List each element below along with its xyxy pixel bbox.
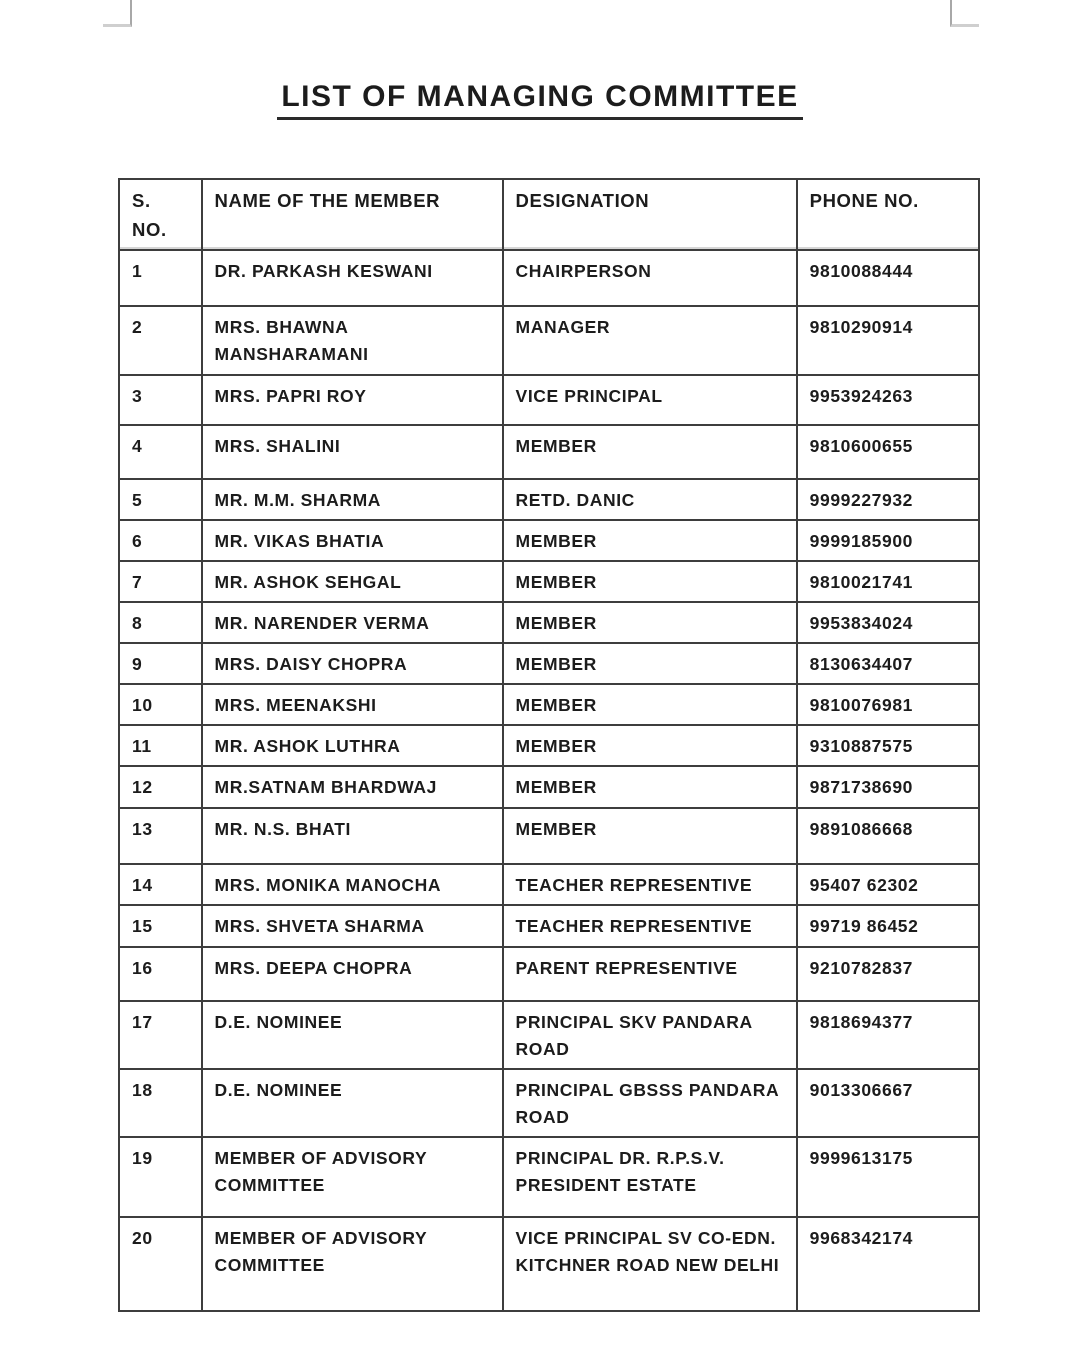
cell-sno: 4 [119,425,202,479]
cell-name: MR. VIKAS BHATIA [202,520,503,561]
cell-sno: 5 [119,479,202,520]
table-row [119,725,979,766]
cell-designation: MEMBER [503,808,797,864]
cell-name: MR.SATNAM BHARDWAJ [202,766,503,807]
header-row [119,179,979,250]
table-row [119,520,979,561]
cell-designation: MEMBER [503,766,797,807]
table-row [119,864,979,905]
header-phone: PHONE NO. [797,179,979,250]
cell-name: D.E. NOMINEE [202,1069,503,1137]
cell-phone: 95407 62302 [797,864,979,905]
cell-designation: MEMBER [503,425,797,479]
cell-phone: 9999185900 [797,520,979,561]
table-row [119,905,979,947]
cell-designation: MEMBER [503,643,797,684]
cell-designation: VICE PRINCIPAL SV CO-EDN. KITCHNER ROAD NEW DELHI [503,1217,797,1311]
cell-designation: MEMBER [503,725,797,766]
table-row [119,375,979,425]
cell-sno: 12 [119,766,202,807]
cell-sno: 13 [119,808,202,864]
cell-name: MRS. MONIKA MANOCHA [202,864,503,905]
header-designation: DESIGNATION [503,179,797,250]
table-row [119,766,979,807]
cell-sno: 20 [119,1217,202,1311]
cell-phone: 9810600655 [797,425,979,479]
cell-designation: MEMBER [503,602,797,643]
title-area [0,80,1080,120]
cell-sno: 17 [119,1001,202,1069]
cell-designation: PRINCIPAL DR. R.P.S.V. PRESIDENT ESTATE [503,1137,797,1217]
table-row [119,1069,979,1137]
cell-name: MRS. PAPRI ROY [202,375,503,425]
cell-designation: PRINCIPAL GBSSS PANDARA ROAD [503,1069,797,1137]
cell-name: MR. NARENDER VERMA [202,602,503,643]
cell-designation: MEMBER [503,520,797,561]
cell-sno: 11 [119,725,202,766]
cell-name: MRS. SHALINI [202,425,503,479]
committee-table-body [119,250,979,1311]
cell-designation: TEACHER REPRESENTIVE [503,905,797,947]
cell-phone: 9818694377 [797,1001,979,1069]
cell-sno: 10 [119,684,202,725]
cell-phone: 9999613175 [797,1137,979,1217]
table-row [119,684,979,725]
cell-name: MRS. DAISY CHOPRA [202,643,503,684]
table-row [119,643,979,684]
cell-name: MR. ASHOK LUTHRA [202,725,503,766]
cell-phone: 9810076981 [797,684,979,725]
cell-designation: MEMBER [503,684,797,725]
cell-sno: 3 [119,375,202,425]
table-row [119,602,979,643]
cell-name: MRS. BHAWNA MANSHARAMANI [202,306,503,374]
cell-sno: 2 [119,306,202,374]
table-row [119,1001,979,1069]
cell-sno: 9 [119,643,202,684]
cell-name: MRS. DEEPA CHOPRA [202,947,503,1001]
cell-phone: 9210782837 [797,947,979,1001]
table-row [119,250,979,306]
cell-designation: TEACHER REPRESENTIVE [503,864,797,905]
cell-sno: 6 [119,520,202,561]
cell-name: DR. PARKASH KESWANI [202,250,503,306]
cell-name: MEMBER OF ADVISORY COMMITTEE [202,1137,503,1217]
cell-phone: 9999227932 [797,479,979,520]
cell-phone: 9891086668 [797,808,979,864]
cell-name: MR. N.S. BHATI [202,808,503,864]
table-header [119,179,979,250]
cell-sno: 14 [119,864,202,905]
cell-sno: 15 [119,905,202,947]
managing-committee-table [118,178,980,1312]
table-row [119,425,979,479]
cell-sno: 18 [119,1069,202,1137]
cell-phone: 9810021741 [797,561,979,602]
cell-designation: PRINCIPAL SKV PANDARA ROAD [503,1001,797,1069]
cell-designation: CHAIRPERSON [503,250,797,306]
cell-phone: 8130634407 [797,643,979,684]
cell-designation: PARENT REPRESENTIVE [503,947,797,1001]
table-row [119,947,979,1001]
cell-name: MRS. MEENAKSHI [202,684,503,725]
cell-sno: 19 [119,1137,202,1217]
cell-phone: 9810088444 [797,250,979,306]
cell-name: MR. M.M. SHARMA [202,479,503,520]
cell-sno: 7 [119,561,202,602]
header-name: NAME OF THE MEMBER [202,179,503,250]
table-row [119,561,979,602]
page-title: LIST OF MANAGING COMMITTEE [277,80,802,120]
table-row [119,808,979,864]
cell-name: MR. ASHOK SEHGAL [202,561,503,602]
cell-phone: 9953834024 [797,602,979,643]
cell-designation: MANAGER [503,306,797,374]
cell-name: MEMBER OF ADVISORY COMMITTEE [202,1217,503,1311]
cell-name: MRS. SHVETA SHARMA [202,905,503,947]
cell-phone: 9013306667 [797,1069,979,1137]
cell-phone: 9810290914 [797,306,979,374]
table-row [119,479,979,520]
scan-fold-mark-left [103,0,132,27]
cell-phone: 9310887575 [797,725,979,766]
cell-phone: 9871738690 [797,766,979,807]
cell-designation: RETD. DANIC [503,479,797,520]
cell-phone: 9968342174 [797,1217,979,1311]
header-sno: S. NO. [119,179,202,250]
cell-sno: 1 [119,250,202,306]
table-row [119,306,979,374]
cell-phone: 99719 86452 [797,905,979,947]
scan-fold-mark-right [950,0,979,27]
cell-designation: VICE PRINCIPAL [503,375,797,425]
cell-name: D.E. NOMINEE [202,1001,503,1069]
cell-sno: 8 [119,602,202,643]
cell-phone: 9953924263 [797,375,979,425]
cell-sno: 16 [119,947,202,1001]
table-row [119,1217,979,1311]
table-row [119,1137,979,1217]
cell-designation: MEMBER [503,561,797,602]
